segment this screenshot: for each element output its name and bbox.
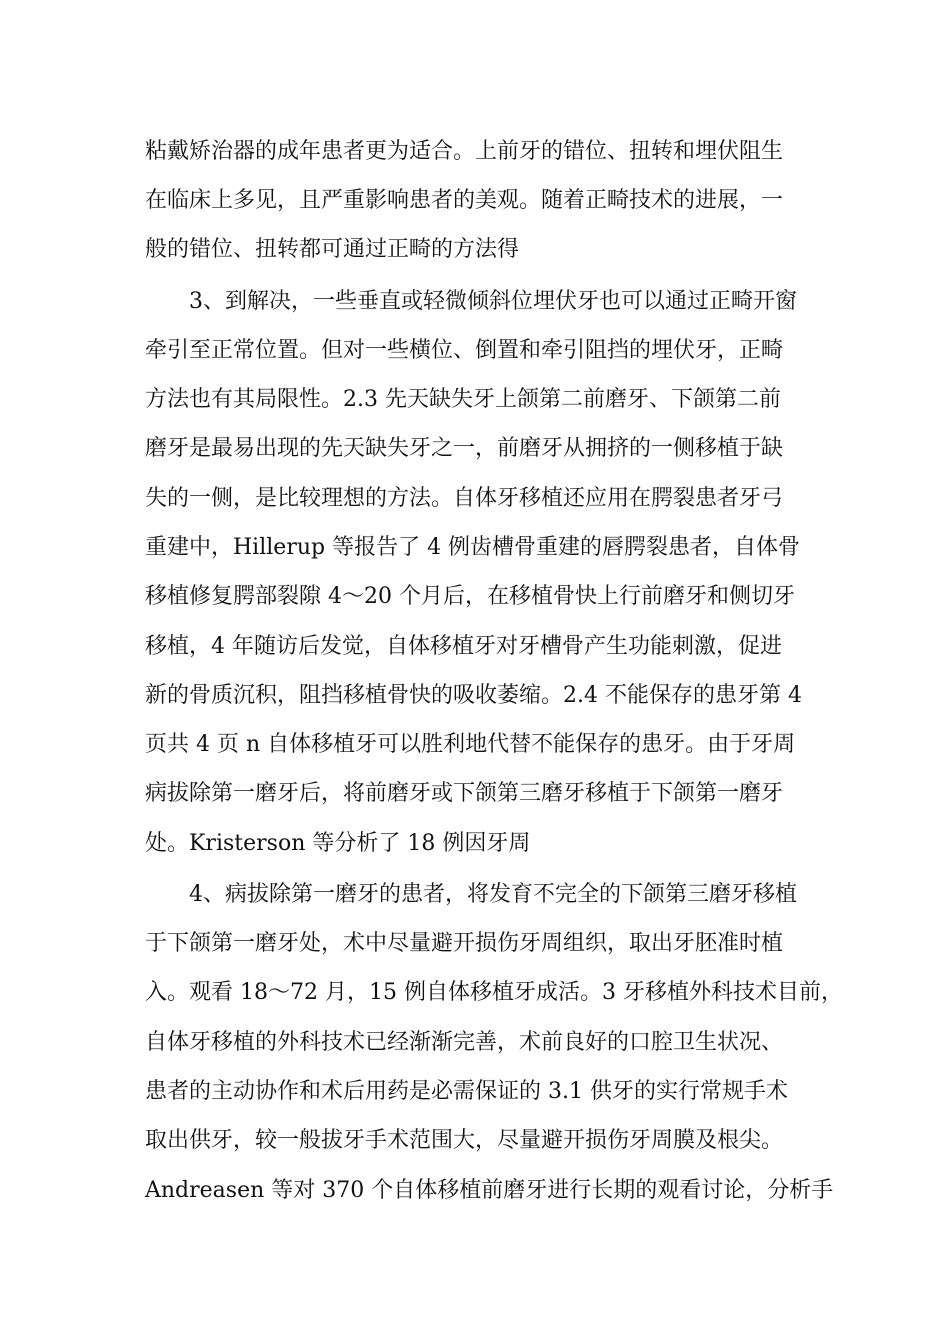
text-line-22: Andreasen 等对 370 个自体移植前磨牙进行长期的观看讨论，分析手 (145, 1178, 834, 1203)
text-line-12: 新的骨质沉积，阻挡移植骨快的吸收萎缩。2.4 不能保存的患牙第 4 (145, 683, 802, 708)
text-line-16: 4、病拔除第一磨牙的患者，将发育不完全的下颌第三磨牙移植 (189, 882, 797, 907)
text-line-9: 重建中，Hillerup 等报告了 4 例齿槽骨重建的唇腭裂患者，自体骨 (145, 535, 801, 560)
text-line-15: 处。Kristerson 等分析了 18 例因牙周 (145, 831, 531, 856)
text-line-21: 取出供牙，较一般拔牙手术范围大，尽量避开损伤牙周膜及根尖。 (145, 1128, 784, 1153)
text-line-8: 失的一侧，是比较理想的方法。自体牙移植还应用在腭裂患者牙弓 (145, 486, 784, 511)
text-line-13: 页共 4 页 n 自体移植牙可以胜利地代替不能保存的患牙。由于牙周 (145, 732, 796, 757)
text-line-6: 方法也有其局限性。2.3 先天缺失牙上颌第二前磨牙、下颌第二前 (145, 387, 781, 412)
text-line-19: 自体牙移植的外科技术已经渐渐完善，术前良好的口腔卫生状况、 (145, 1030, 784, 1055)
text-line-17: 于下颌第一磨牙处，术中尽量避开损伤牙周组织，取出牙胚准时植 (145, 931, 784, 956)
text-line-3: 般的错位、扭转都可通过正畸的方法得 (145, 237, 520, 262)
text-line-4: 3、到解决，一些垂直或轻微倾斜位埋伏牙也可以通过正畸开窗 (189, 289, 797, 314)
text-line-20: 患者的主动协作和术后用药是必需保证的 3.1 供牙的实行常规手术 (145, 1079, 788, 1104)
text-line-7: 磨牙是最易出现的先天缺失牙之一，前磨牙从拥挤的一侧移植于缺 (145, 436, 784, 461)
text-line-14: 病拔除第一磨牙后，将前磨牙或下颌第三磨牙移植于下颌第一磨牙 (145, 781, 784, 806)
text-line-1: 粘戴矫治器的成年患者更为适合。上前牙的错位、扭转和埋伏阻生 (145, 139, 784, 164)
text-line-2: 在临床上多见，且严重影响患者的美观。随着正畸技术的进展，一 (145, 188, 784, 213)
text-line-18: 入。观看 18～72 月，15 例自体移植牙成活。3 牙移植外科技术目前， (145, 980, 843, 1005)
text-line-5: 牵引至正常位置。但对一些横位、倒置和牵引阻挡的埋伏牙，正畸 (145, 338, 784, 363)
text-line-10: 移植修复腭部裂隙 4～20 个月后，在移植骨快上行前磨牙和侧切牙 (145, 584, 795, 609)
text-line-11: 移植，4 年随访后发觉，自体移植牙对牙槽骨产生功能刺激，促进 (145, 634, 782, 659)
